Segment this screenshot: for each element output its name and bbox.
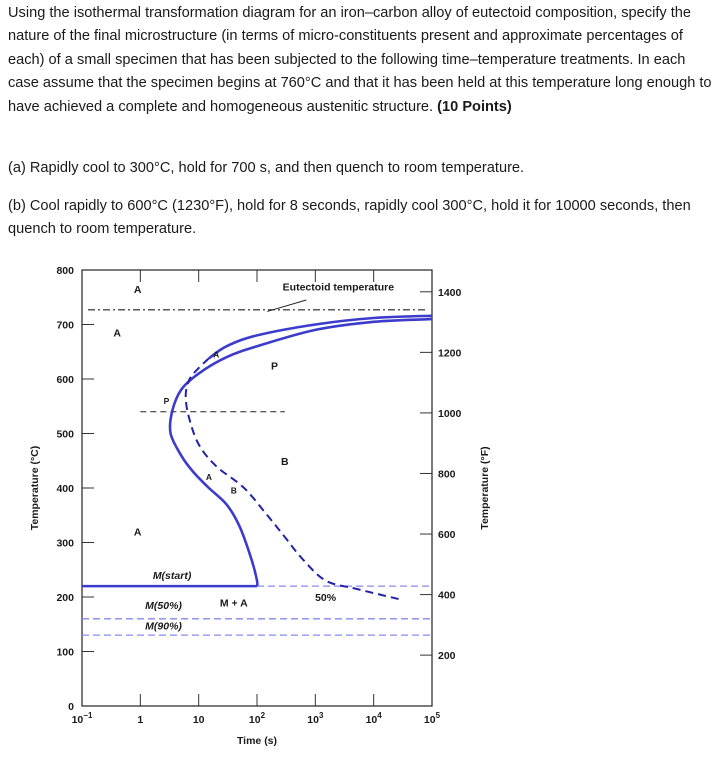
y-right-tick-label: 200 (438, 650, 456, 663)
curve-annotation: B (230, 485, 237, 496)
y-tick-label: 500 (56, 428, 74, 441)
region-label: M(50%) (145, 600, 182, 613)
part-b-text: (b) Cool rapidly to 600°C (1230°F), hold for 8 seconds, rapidly cool 300°C, hold it for 10000 seconds, then quench to room temperature. (8, 198, 691, 238)
y-right-tick-label: 600 (438, 529, 456, 542)
part-a-text: (a) Rapidly cool to 300°C, hold for 700 s, and then quench to room temperature. (8, 160, 525, 176)
x-tick-label: $10^4$ (365, 711, 382, 726)
region-label: B (281, 455, 289, 468)
points-label: (10 Points) (437, 98, 512, 115)
region-label: A (113, 327, 121, 340)
region-label: Eutectoid temperature (282, 281, 395, 294)
curve-annotation: A (213, 349, 220, 360)
region-label: M(90%) (145, 620, 182, 633)
y-tick-label: 200 (56, 592, 74, 604)
x-tick-label: 10 (192, 714, 205, 726)
region-label: A (133, 526, 142, 539)
curve-annotation: P (163, 395, 170, 406)
y-tick-label: 300 (56, 537, 74, 550)
region-label: 50% (315, 592, 337, 604)
curve-50-completion (186, 358, 402, 599)
curve-annotation: A (205, 472, 213, 483)
y-right-axis-title: Temperature (°F) (479, 446, 491, 530)
x-tick-label: $10^5$ (423, 711, 441, 726)
x-tick-label: $10^{-1}$ (71, 711, 93, 726)
region-label: P (271, 360, 279, 373)
y-right-tick-label: 1000 (438, 407, 462, 420)
y-right-tick-label: 1200 (438, 347, 462, 360)
y-right-tick-label: 400 (438, 589, 456, 602)
y-tick-label: 400 (56, 483, 74, 495)
y-tick-label: 0 (68, 701, 74, 713)
question-text: Using the isothermal transformation diagram for an iron–carbon alloy of eutectoid composition, specify the nature of the final microstructure (in terms of micro-constituents present and approximate percentages of each) of a small specimen that has been subjected to the following time–temperature treatments. In each case assume that the specimen begins at 760°C and that it has been held at this temperature long enough to have achieved a complete and homogeneous austenitic structure. (10 Points) (8, 5, 712, 115)
y-tick-label: 100 (56, 646, 74, 659)
y-axis-title: Temperature (°C) (29, 445, 41, 531)
y-right-tick-label: 1400 (438, 286, 462, 299)
region-label: M(start) (152, 570, 192, 583)
x-axis-title: Time (s) (236, 735, 278, 747)
region-label: M + A (219, 597, 248, 610)
y-tick-label: 700 (56, 319, 74, 332)
x-tick-label: $10^3$ (307, 711, 324, 726)
region-label: A (133, 284, 142, 297)
y-tick-label: 600 (56, 374, 74, 386)
y-right-tick-label: 800 (438, 468, 456, 481)
x-tick-label: $10^2$ (248, 711, 266, 726)
y-tick-label: 800 (56, 265, 74, 277)
x-tick-label: 1 (137, 714, 144, 726)
